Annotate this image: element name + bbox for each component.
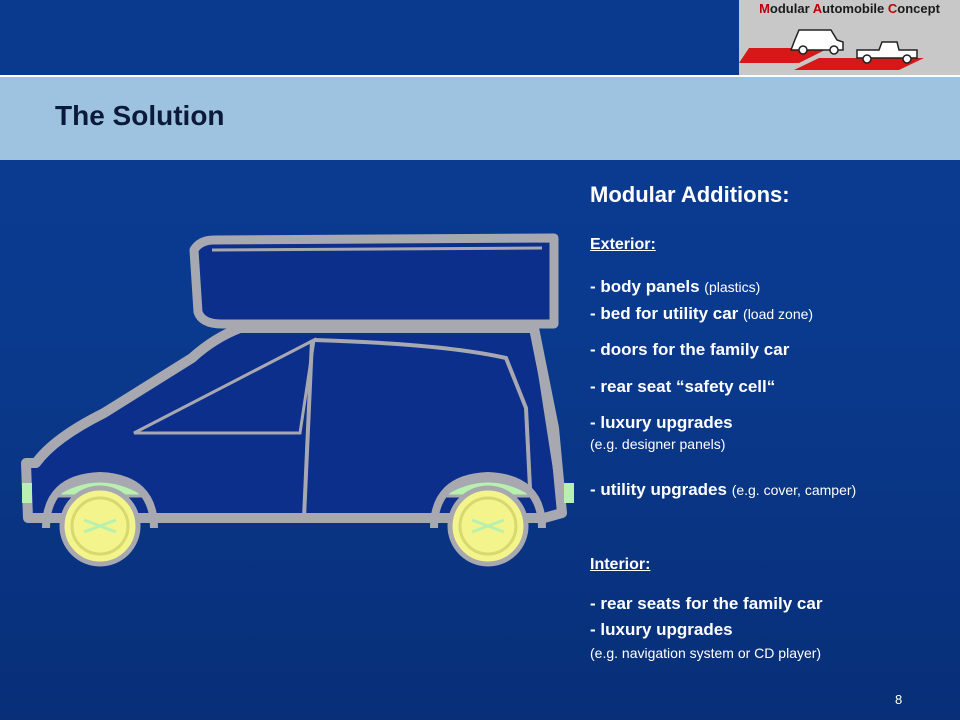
interior-item-luxury-note: (e.g. navigation system or CD player) [590,645,822,661]
interior-label: Interior: [590,556,651,573]
interior-item-rear-seats: - rear seats for the family car [590,594,823,613]
slide-title: The Solution [55,100,225,131]
logo-text: Modular Automobile Concept [759,1,940,16]
exterior-item-utility: - utility upgrades (e.g. cover, camper) [590,480,857,499]
logo-cars-icon [739,18,960,75]
exterior-item-body-panels: - body panels (plastics) [590,277,761,296]
modular-additions-heading: Modular Additions: [590,182,790,207]
exterior-item-luxury-note: (e.g. designer panels) [590,436,726,452]
exterior-item-doors: - doors for the family car [590,340,790,359]
interior-item-luxury: - luxury upgrades [590,620,733,639]
logo [739,0,960,75]
exterior-item-luxury: - luxury upgrades [590,413,733,432]
modular-car-illustration [14,228,574,578]
page-number: 8 [895,692,903,707]
exterior-item-bed: - bed for utility car (load zone) [590,304,814,323]
exterior-label: Exterior: [590,236,656,253]
exterior-item-safety-cell: - rear seat “safety cell“ [590,377,776,396]
